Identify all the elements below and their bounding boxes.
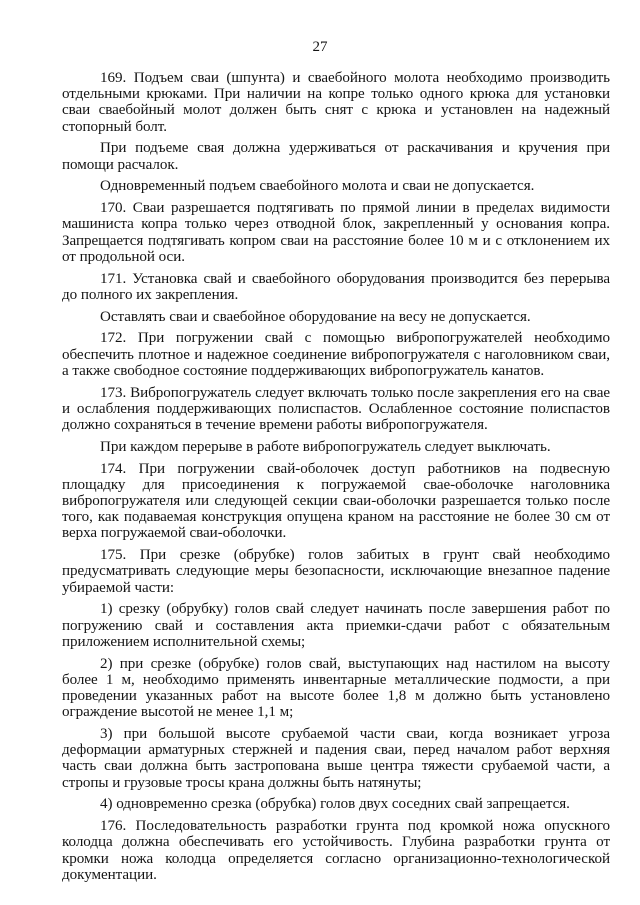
paragraph-175-item-1: 1) срезку (обрубку) голов свай следует начинать после завершения работ по погружению свай и составления акта приемки-сдачи работ с обязательным приложением исполнительной схемы; — [62, 601, 610, 650]
paragraph-174: 174. При погружении свай-оболочек доступ работников на подвесную площадку для присоединения к погружаемой свае-оболочке наголовника вибропогружателя или следующей секции сваи-оболочки разрешается только после того, как подаваемая конструкция опущена краном на расстояние не более 30 см от верха погружаемой сваи-оболочки. — [62, 460, 610, 542]
paragraph-170: 170. Сваи разрешается подтягивать по прямой линии в пределах видимости машиниста копра только через отводной блок, закрепленный у основания копра. Запрещается подтягивать копром сваи на расстояние более 10 м и с отклонением их от продольной оси. — [62, 200, 610, 265]
paragraph-173-break: При каждом перерыве в работе вибропогружатель следует выключать. — [100, 438, 551, 455]
paragraph-169: 169. Подъем сваи (шпунта) и сваебойного молота необходимо производить отдельными крюками. При наличии на копре только одного крюка для установки сваи сваебойный молот должен быть снят с крюка и установлен на надежный стопорный болт. — [62, 70, 610, 135]
paragraph-175: 175. При срезке (обрубке) голов забитых в грунт свай необходимо предусматривать следующие меры безопасности, исключающие внезапное падение убираемой части: — [62, 547, 610, 596]
paragraph-175-item-4: 4) одновременно срезка (обрубка) голов двух соседних свай запрещается. — [100, 796, 570, 813]
paragraph-175-item-3: 3) при большой высоте срубаемой части сваи, когда возникает угроза деформации арматурных стержней и падения сваи, перед началом работ верхняя часть сваи должна быть застропована выше центра тяжести срубаемой части, а стропы и грузовые тросы крана должны быть натянуты; — [62, 726, 610, 791]
paragraph-173: 173. Вибропогружатель следует включать только после закрепления его на свае и ослабления поддерживающих полиспастов. Ослабленное состояние полиспастов должно сохраняться в течение времени работы вибропогружателя. — [62, 384, 610, 434]
paragraph-175-item-2: 2) при срезке (обрубке) голов свай, выступающих над настилом на высоту более 1 м, необходимо применять инвентарные металлические подмости, а при проведении указанных работ на высоте более 1,8 м должно быть установлено ограждение высотой не менее 1,1 м; — [62, 655, 610, 721]
paragraph-172: 172. При погружении свай с помощью вибропогружателей необходимо обеспечить плотное и надежное соединение вибропогружателя с наголовником сваи, а также свободное состояние поддерживающих вибропогружатель канатов. — [62, 330, 610, 379]
paragraph-171: 171. Установка свай и сваебойного оборудования производится без перерыва до полного их закрепления. — [62, 270, 610, 303]
paragraph-176: 176. Последовательность разработки грунта под кромкой ножа опускного колодца должна обеспечивать его устойчивость. Глубина разработки грунта от кромки ножа колодца определяется согласно организационно-технологической документации. — [62, 818, 610, 883]
document-body — [62, 70, 610, 889]
paragraph-171-hanging: Оставлять сваи и сваебойное оборудование на весу не допускается. — [100, 308, 531, 325]
paragraph-169-simultaneous: Одновременный подъем сваебойного молота и сваи не допускается. — [100, 178, 535, 195]
page-number: 27 — [312, 39, 328, 55]
paragraph-169-lifting: При подъеме свая должна удерживаться от раскачивания и кручения при помощи расчалок. — [62, 140, 610, 173]
